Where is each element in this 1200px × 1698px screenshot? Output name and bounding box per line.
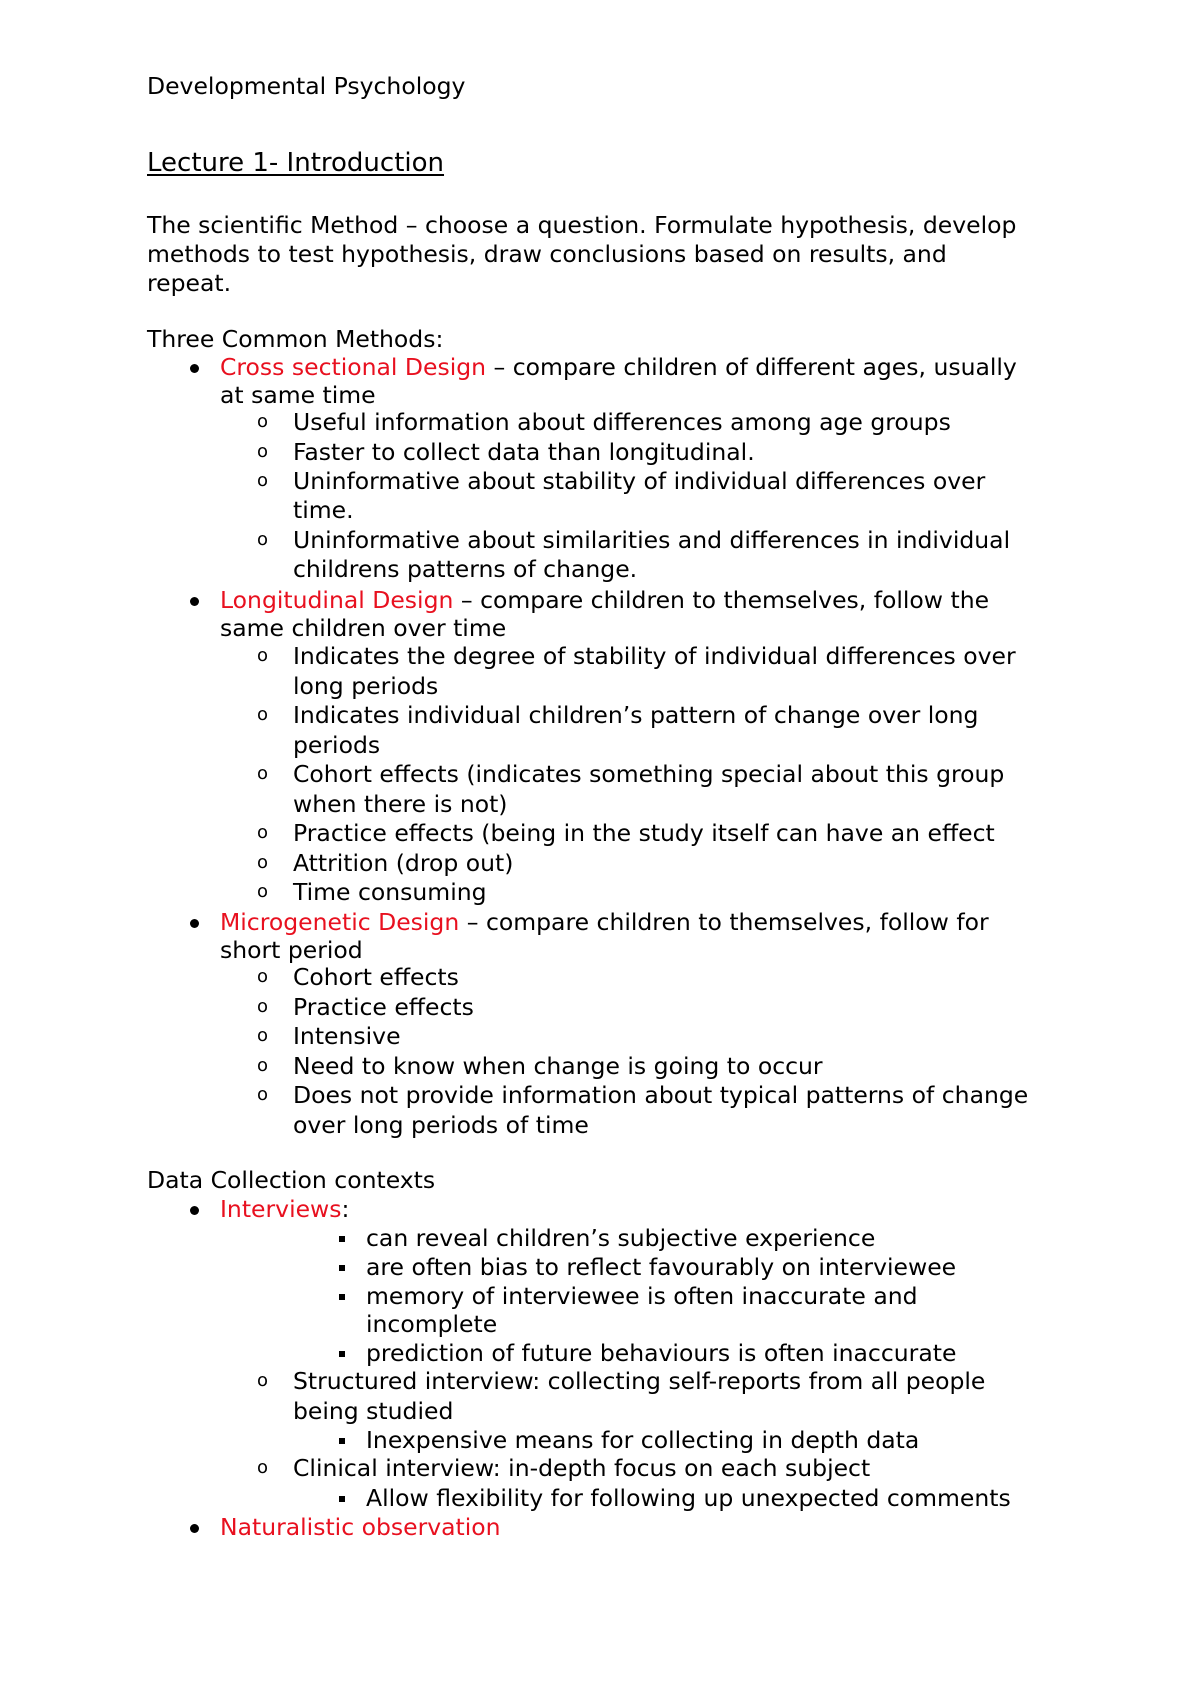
sub-item: Faster to collect data than longitudinal.	[293, 438, 755, 466]
longitudinal-desc: – compare children to themselves, follow the	[453, 586, 990, 614]
circle-bullet-icon: o	[257, 1055, 269, 1076]
sub-item: Practice effects	[293, 993, 474, 1021]
sub-item-cont: long periods	[293, 672, 439, 700]
structured-interview: Structured interview: collecting self-reports from all people	[293, 1367, 986, 1395]
microgenetic-item	[220, 908, 989, 936]
circle-bullet-icon: o	[257, 704, 269, 725]
interviews-colon: :	[341, 1195, 350, 1223]
circle-bullet-icon: o	[257, 529, 269, 550]
cross-sectional-desc-cont: at same time	[220, 381, 376, 409]
lecture-title: Lecture 1- Introduction	[147, 148, 445, 178]
circle-bullet-icon: o	[257, 763, 269, 784]
bullet-icon	[190, 1524, 199, 1533]
microgenetic-label: Microgenetic Design	[220, 908, 460, 936]
longitudinal-desc-cont: same children over time	[220, 614, 507, 642]
interviews-label: Interviews	[220, 1195, 342, 1223]
square-bullet-icon	[339, 1351, 345, 1357]
circle-bullet-icon: o	[257, 881, 269, 902]
circle-bullet-icon: o	[257, 645, 269, 666]
interviews-item	[220, 1195, 349, 1223]
bullet-icon	[190, 597, 199, 606]
circle-bullet-icon: o	[257, 1370, 269, 1391]
circle-bullet-icon: o	[257, 470, 269, 491]
sub-item: Does not provide information about typical patterns of change	[293, 1081, 1029, 1109]
circle-bullet-icon: o	[257, 822, 269, 843]
circle-bullet-icon: o	[257, 1025, 269, 1046]
sub-item: Time consuming	[293, 878, 487, 906]
sub-item-cont: childrens patterns of change.	[293, 555, 638, 583]
bullet-icon	[190, 919, 199, 928]
clinical-interview: Clinical interview: in-depth focus on each subject	[293, 1454, 871, 1482]
cross-sectional-desc: – compare children of different ages, usually	[486, 353, 1017, 381]
circle-bullet-icon: o	[257, 966, 269, 987]
square-bullet-icon	[339, 1265, 345, 1271]
sub-item: Cohort effects (indicates something special about this group	[293, 760, 1005, 788]
interview-point: are often bias to reflect favourably on interviewee	[366, 1253, 957, 1281]
microgenetic-desc: – compare children to themselves, follow for	[459, 908, 989, 936]
bullet-icon	[190, 1206, 199, 1215]
document-header: Developmental Psychology	[147, 72, 466, 100]
clinical-point: Allow flexibility for following up unexpected comments	[366, 1484, 1011, 1512]
circle-bullet-icon: o	[257, 852, 269, 873]
square-bullet-icon	[339, 1236, 345, 1242]
interview-point-cont: incomplete	[366, 1310, 498, 1338]
square-bullet-icon	[339, 1496, 345, 1502]
methods-heading: Three Common Methods:	[147, 325, 444, 353]
cross-sectional-label: Cross sectional Design	[220, 353, 487, 381]
sub-item: Attrition (drop out)	[293, 849, 514, 877]
data-collection-heading: Data Collection contexts	[147, 1166, 436, 1194]
circle-bullet-icon: o	[257, 996, 269, 1017]
sub-item: Useful information about differences among age groups	[293, 408, 951, 436]
sub-item: Indicates the degree of stability of individual differences over	[293, 642, 1016, 670]
sub-item-cont: over long periods of time	[293, 1111, 589, 1139]
sub-item-cont: when there is not)	[293, 790, 508, 818]
square-bullet-icon	[339, 1294, 345, 1300]
intro-line: repeat.	[147, 269, 232, 297]
circle-bullet-icon: o	[257, 1457, 269, 1478]
interview-point: memory of interviewee is often inaccurate and	[366, 1282, 918, 1310]
circle-bullet-icon: o	[257, 1084, 269, 1105]
naturalistic-observation-label: Naturalistic observation	[220, 1513, 501, 1541]
longitudinal-item	[220, 586, 989, 614]
structured-point: Inexpensive means for collecting in depth data	[366, 1426, 920, 1454]
microgenetic-desc-cont: short period	[220, 936, 363, 964]
sub-item: Uninformative about stability of individual differences over	[293, 467, 986, 495]
structured-interview-cont: being studied	[293, 1397, 454, 1425]
bullet-icon	[190, 364, 199, 373]
interview-point: can reveal children’s subjective experience	[366, 1224, 876, 1252]
sub-item: Intensive	[293, 1022, 401, 1050]
sub-item-cont: periods	[293, 731, 381, 759]
sub-item: Indicates individual children’s pattern of change over long	[293, 701, 979, 729]
circle-bullet-icon: o	[257, 411, 269, 432]
sub-item: Practice effects (being in the study itself can have an effect	[293, 819, 995, 847]
longitudinal-label: Longitudinal Design	[220, 586, 454, 614]
sub-item: Need to know when change is going to occur	[293, 1052, 823, 1080]
cross-sectional-item	[220, 353, 1017, 381]
square-bullet-icon	[339, 1438, 345, 1444]
circle-bullet-icon: o	[257, 441, 269, 462]
sub-item: Cohort effects	[293, 963, 459, 991]
sub-item-cont: time.	[293, 496, 354, 524]
interview-point: prediction of future behaviours is often inaccurate	[366, 1339, 957, 1367]
intro-line: methods to test hypothesis, draw conclusions based on results, and	[147, 240, 947, 268]
intro-line: The scientific Method – choose a question. Formulate hypothesis, develop	[147, 211, 1017, 239]
sub-item: Uninformative about similarities and differences in individual	[293, 526, 1011, 554]
